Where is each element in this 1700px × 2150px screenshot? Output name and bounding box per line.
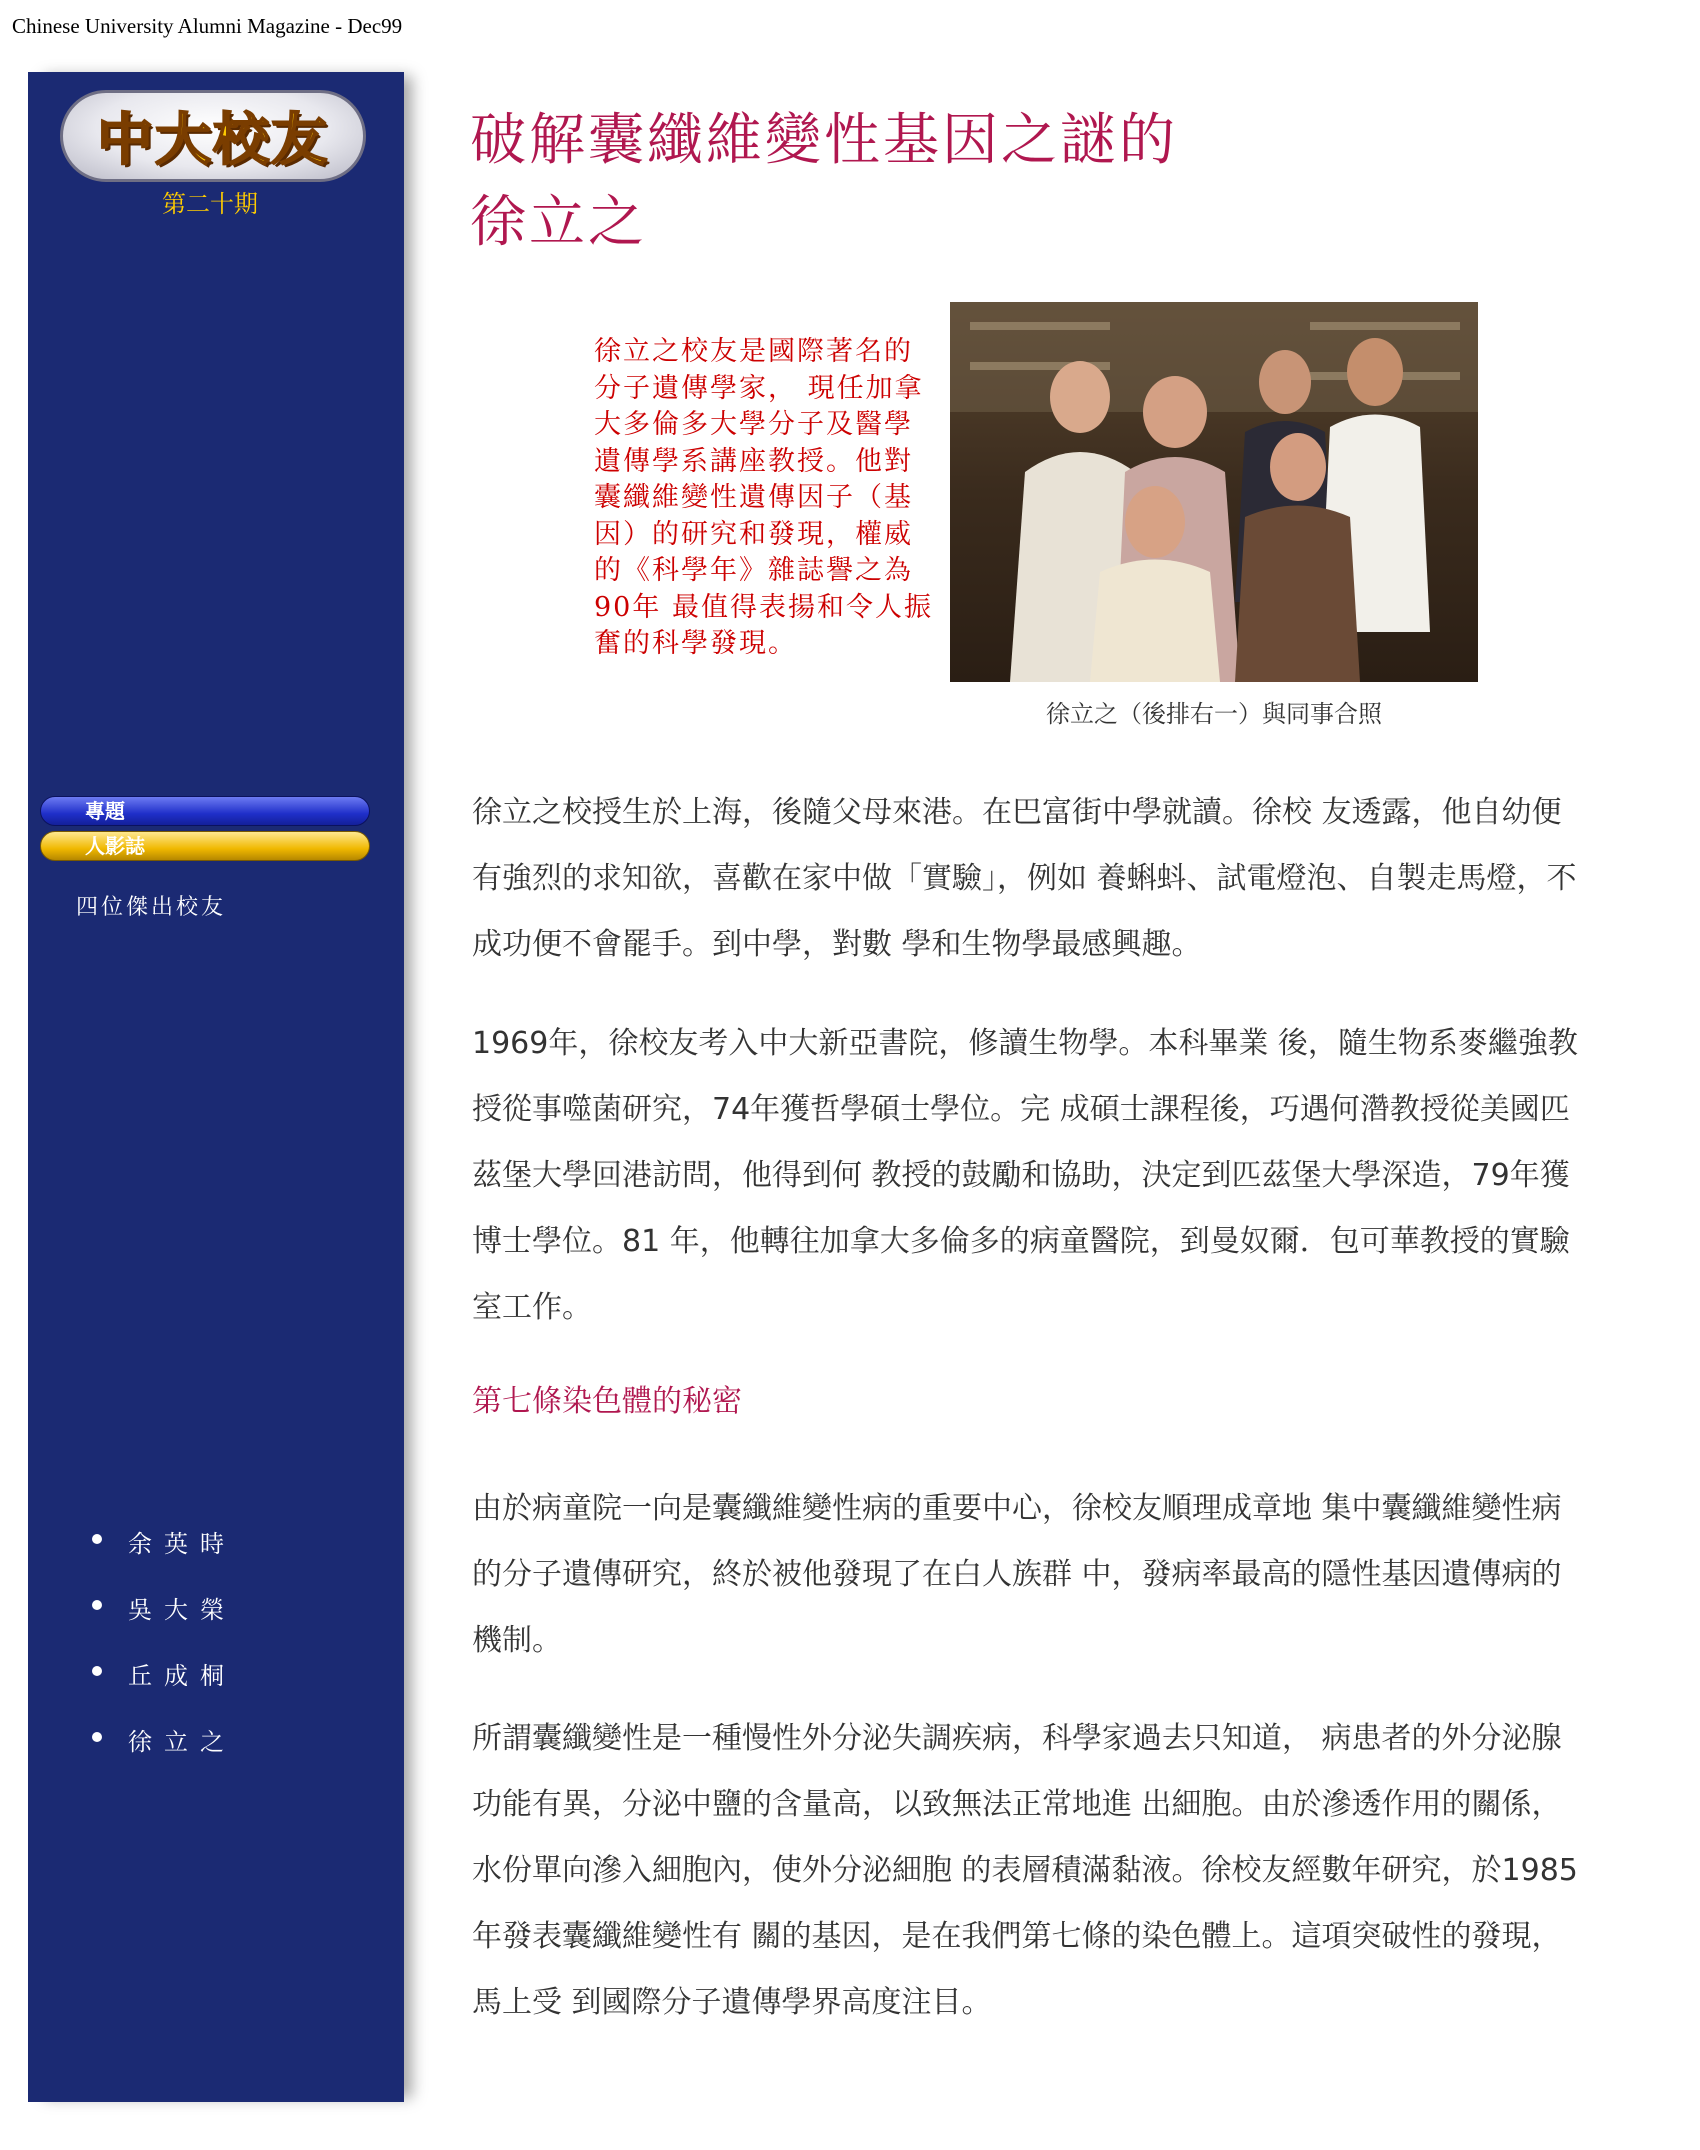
issue-label: 第二十期 — [162, 190, 258, 218]
people-item-label[interactable]: 徐立之 — [128, 1728, 236, 1756]
article-paragraph: 由於病童院一向是囊纖維變性病的重要中心，徐校友順理成章地 集中囊纖維變性病的分子遺傳研究，終於被他發現了在白人族群 中，發病率最高的隱性基因遺傳病的機制。 — [472, 1491, 1562, 1658]
page-header: Chinese University Alumni Magazine - Dec99 — [12, 14, 403, 38]
menu-people-button[interactable]: 人影誌 — [40, 831, 370, 861]
bullet-icon — [92, 1600, 102, 1610]
menu-topic-button[interactable]: 專題 — [40, 796, 370, 826]
people-item[interactable] — [88, 1524, 236, 1590]
title-line-1: 破解囊纖維變性基因之謎的 — [470, 108, 1178, 173]
four-alumni-link[interactable]: 四位傑出校友 — [76, 895, 227, 920]
people-item[interactable] — [88, 1656, 236, 1722]
article-title — [470, 100, 1370, 264]
article-paragraph: 徐立之校授生於上海，後隨父母來港。在巴富街中學就讀。徐校 友透露，他自幼便有強烈的求知欲，喜歡在家中做「實驗」，例如 養蝌蚪、試電燈泡、自製走馬燈，不成功便不會罷手。到中學，對數 學和生物學最感興趣。 — [472, 795, 1577, 962]
people-item[interactable] — [88, 1590, 236, 1656]
group-photo — [950, 302, 1478, 682]
people-item-label[interactable]: 吳大榮 — [128, 1596, 236, 1624]
bullet-icon — [92, 1534, 102, 1544]
bullet-icon — [92, 1666, 102, 1676]
group-photo-image — [950, 302, 1478, 682]
section-heading: 第七條染色體的秘密 — [472, 1384, 742, 1419]
intro-summary: 徐立之校友是國際著名的分子遺傳學家， 現任加拿大多倫多大學分子及醫學遺傳學系講座教授。他對囊纖維變性遺傳因子（基因）的研究和發現，權威的《科學年》雜誌譽之為90年 最值得表揚和令人振奮的科學發現。 — [594, 336, 933, 659]
magazine-logo[interactable] — [60, 90, 366, 182]
bullet-icon — [92, 1732, 102, 1742]
people-item-label[interactable]: 丘成桐 — [128, 1662, 236, 1690]
people-item-label[interactable]: 余英時 — [128, 1530, 236, 1558]
people-list — [88, 1524, 236, 1788]
people-item[interactable] — [88, 1722, 236, 1788]
sidebar — [28, 72, 404, 2102]
article-paragraph: 1969年，徐校友考入中大新亞書院，修讀生物學。本科畢業 後，隨生物系麥繼強教授從事噬菌研究，74年獲哲學碩士學位。完 成碩士課程後，巧遇何濳教授從美國匹茲堡大學回港訪問，他得到何 教授的鼓勵和協助，決定到匹茲堡大學深造，79年獲博士學位。81 年，他轉往加拿大多倫多的病童醫院，到曼奴爾．包可華教授的實驗室工作。 — [472, 1026, 1578, 1325]
title-line-2: 徐立之 — [470, 190, 647, 255]
logo-text: 中大校友 — [97, 108, 329, 173]
photo-caption: 徐立之（後排右一）與同事合照 — [1046, 700, 1382, 728]
article-paragraph: 所謂囊纖變性是一種慢性外分泌失調疾病，科學家過去只知道， 病患者的外分泌腺功能有異，分泌中鹽的含量高，以致無法正常地進 出細胞。由於滲透作用的關係，水份單向滲入細胞內，使外分泌細胞 的表層積滿黏液。徐校友經數年研究，於1985年發表囊纖維變性有 關的基因，是在我們第七條的染色體上。這項突破性的發現，馬上受 到國際分子遺傳學界高度注目。 — [472, 1721, 1578, 2020]
